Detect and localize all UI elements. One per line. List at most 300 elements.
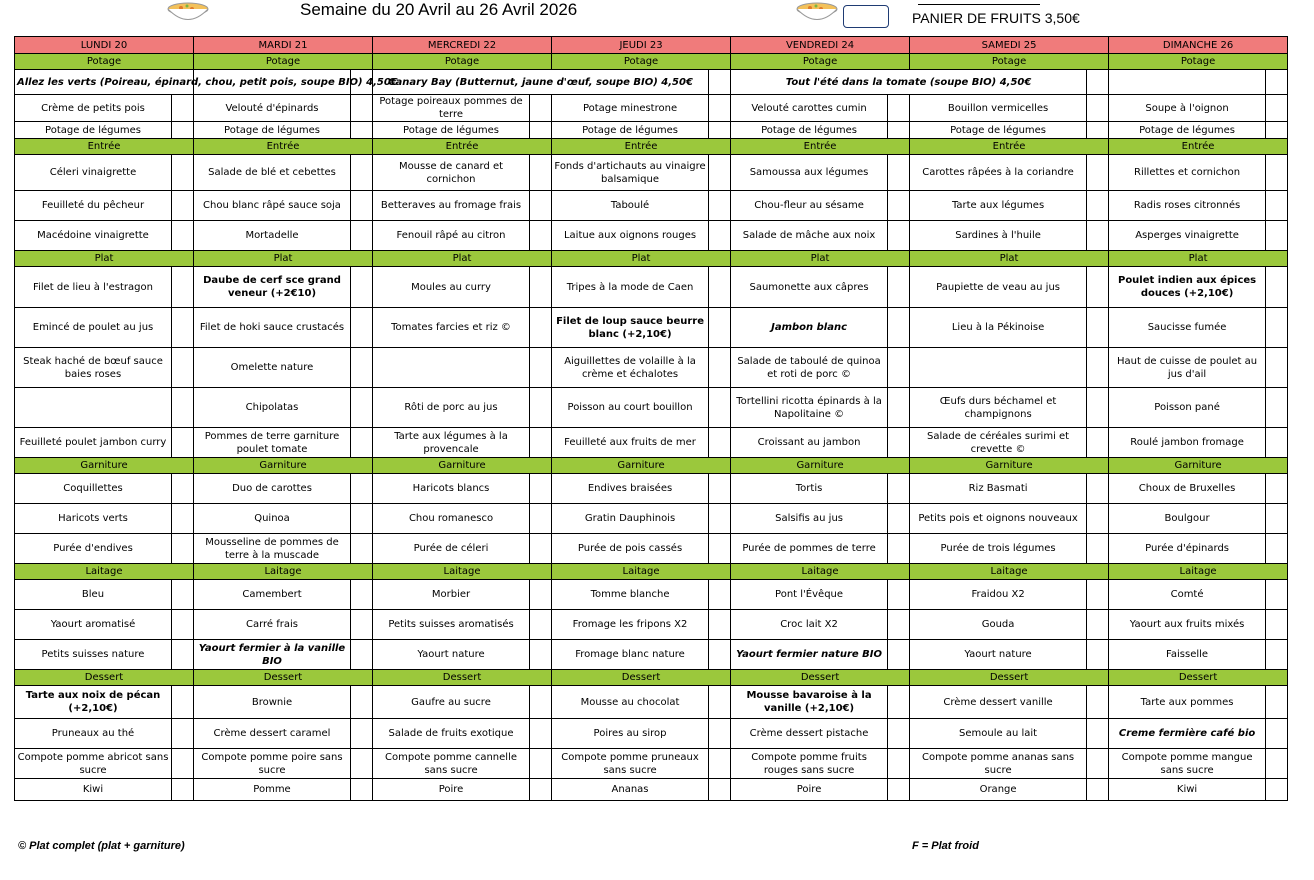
marker-cell (1266, 267, 1288, 308)
day-header: MARDI 21 (194, 37, 373, 54)
menu-row (15, 779, 1288, 801)
marker-cell (888, 580, 910, 610)
marker-cell (172, 155, 194, 191)
menu-item: Petits suisses nature (15, 640, 172, 670)
marker-cell (1266, 348, 1288, 388)
marker-cell (172, 221, 194, 251)
marker-cell (172, 610, 194, 640)
section-header-row (15, 458, 1288, 474)
marker-cell (1266, 749, 1288, 779)
menu-item: Pont l'Évêque (731, 580, 888, 610)
menu-item: Endives braisées (552, 474, 709, 504)
menu-item: Poulet indien aux épices douces (+2,10€) (1109, 267, 1266, 308)
menu-row (15, 474, 1288, 504)
marker-cell (1266, 534, 1288, 564)
marker-cell (530, 221, 552, 251)
menu-item: Feuilleté du pêcheur (15, 191, 172, 221)
menu-item: Mousse au chocolat (552, 686, 709, 719)
marker-cell (1087, 348, 1109, 388)
marker-cell (709, 610, 731, 640)
menu-item: Fraidou X2 (910, 580, 1087, 610)
marker-cell (1087, 640, 1109, 670)
menu-item: Purée d'épinards (1109, 534, 1266, 564)
marker-cell (888, 474, 910, 504)
menu-item: Taboulé (552, 191, 709, 221)
menu-row (15, 719, 1288, 749)
marker-cell (709, 749, 731, 779)
section-header: Laitage (1109, 564, 1288, 580)
day-header: MERCREDI 22 (373, 37, 552, 54)
empty-cell (1109, 70, 1266, 95)
menu-row (15, 640, 1288, 670)
marker-cell (172, 348, 194, 388)
menu-item: Radis roses citronnés (1109, 191, 1266, 221)
section-header: Potage (1109, 54, 1288, 70)
marker-cell (709, 474, 731, 504)
menu-item: Choux de Bruxelles (1109, 474, 1266, 504)
section-header: Dessert (910, 670, 1109, 686)
menu-item: Yaourt fermier à la vanille BIO (194, 640, 351, 670)
menu-item: Filet de hoki sauce crustacés (194, 308, 351, 348)
menu-item: Purée d'endives (15, 534, 172, 564)
menu-item: Salade de mâche aux noix (731, 221, 888, 251)
soup-special-row (15, 70, 1288, 95)
marker-cell (709, 580, 731, 610)
section-header: Plat (1109, 251, 1288, 267)
marker-cell (530, 640, 552, 670)
menu-row (15, 428, 1288, 458)
marker-cell (530, 504, 552, 534)
section-header: Laitage (15, 564, 194, 580)
marker-cell (351, 534, 373, 564)
menu-item: Crème dessert vanille (910, 686, 1087, 719)
section-header: Garniture (373, 458, 552, 474)
marker-cell (709, 534, 731, 564)
marker-cell (888, 749, 910, 779)
marker-cell (530, 428, 552, 458)
section-header: Garniture (910, 458, 1109, 474)
marker-cell (1087, 686, 1109, 719)
section-header: Entrée (552, 139, 731, 155)
menu-item: Crème de petits pois (15, 95, 172, 122)
section-header: Entrée (373, 139, 552, 155)
menu-item: Salade de fruits exotique (373, 719, 530, 749)
marker-cell (351, 640, 373, 670)
menu-item: Duo de carottes (194, 474, 351, 504)
menu-item: Compote pomme cannelle sans sucre (373, 749, 530, 779)
menu-item: Roulé jambon fromage (1109, 428, 1266, 458)
menu-item: Tomme blanche (552, 580, 709, 610)
marker-cell (351, 191, 373, 221)
section-header: Potage (552, 54, 731, 70)
section-header: Dessert (373, 670, 552, 686)
menu-item: Betteraves au fromage frais (373, 191, 530, 221)
section-header: Dessert (731, 670, 910, 686)
marker-cell (172, 122, 194, 139)
marker-cell (1087, 388, 1109, 428)
marker-cell (1266, 155, 1288, 191)
marker-cell (1266, 308, 1288, 348)
menu-item: Yaourt fermier nature BIO (731, 640, 888, 670)
marker-cell (709, 428, 731, 458)
marker-cell (351, 779, 373, 801)
marker-cell (1087, 474, 1109, 504)
soup-special: Allez les verts (Poireau, épinard, chou, petit pois, soupe BIO) 4,50€ (15, 70, 194, 95)
marker-cell (351, 95, 373, 122)
marker-cell (888, 686, 910, 719)
menu-item: Quinoa (194, 504, 351, 534)
menu-item: Compote pomme fruits rouges sans sucre (731, 749, 888, 779)
marker-cell (172, 428, 194, 458)
menu-row (15, 686, 1288, 719)
page-title: Semaine du 20 Avril au 26 Avril 2026 (300, 0, 578, 19)
section-header-row (15, 564, 1288, 580)
menu-item: Haut de cuisse de poulet au jus d'ail (1109, 348, 1266, 388)
menu-item: Boulgour (1109, 504, 1266, 534)
menu-item: Croc lait X2 (731, 610, 888, 640)
marker-cell (709, 504, 731, 534)
menu-item: Velouté d'épinards (194, 95, 351, 122)
menu-item: Fenouil râpé au citron (373, 221, 530, 251)
soup-bowl-icon (166, 0, 210, 26)
marker-cell (1266, 640, 1288, 670)
section-header-row (15, 54, 1288, 70)
menu-item: Orange (910, 779, 1087, 801)
menu-item: Camembert (194, 580, 351, 610)
decorative-box (843, 5, 889, 28)
menu-item: Fonds d'artichauts au vinaigre balsamique (552, 155, 709, 191)
menu-item: Gratin Dauphinois (552, 504, 709, 534)
marker-cell (888, 95, 910, 122)
menu-row (15, 348, 1288, 388)
menu-row (15, 534, 1288, 564)
marker-cell (888, 719, 910, 749)
menu-item: Potage minestrone (552, 95, 709, 122)
section-header: Potage (910, 54, 1109, 70)
marker-cell (530, 779, 552, 801)
menu-item: Feuilleté poulet jambon curry (15, 428, 172, 458)
menu-item: Pruneaux au thé (15, 719, 172, 749)
marker-cell (530, 308, 552, 348)
menu-item: Crème dessert caramel (194, 719, 351, 749)
marker-cell (172, 779, 194, 801)
marker-cell (888, 640, 910, 670)
menu-item: Salade de blé et cebettes (194, 155, 351, 191)
menu-item: Bouillon vermicelles (910, 95, 1087, 122)
marker-cell (530, 474, 552, 504)
empty-cell (1266, 70, 1288, 95)
soup-bowl-icon (795, 0, 839, 26)
marker-cell (172, 504, 194, 534)
menu-item: Gouda (910, 610, 1087, 640)
marker-cell (888, 428, 910, 458)
section-header: Plat (910, 251, 1109, 267)
section-header: Dessert (1109, 670, 1288, 686)
menu-item: Velouté carottes cumin (731, 95, 888, 122)
marker-cell (888, 122, 910, 139)
menu-item: Kiwi (15, 779, 172, 801)
marker-cell (172, 267, 194, 308)
menu-item: Mortadelle (194, 221, 351, 251)
marker-cell (888, 610, 910, 640)
menu-item: Crème dessert pistache (731, 719, 888, 749)
menu-item: Haricots verts (15, 504, 172, 534)
section-header: Potage (194, 54, 373, 70)
menu-item: Filet de lieu à l'estragon (15, 267, 172, 308)
marker-cell (172, 580, 194, 610)
soup-special: Tout l'été dans la tomate (soupe BIO) 4,50€ (731, 70, 1087, 95)
menu-row (15, 388, 1288, 428)
marker-cell (888, 308, 910, 348)
marker-cell (351, 388, 373, 428)
marker-cell (888, 388, 910, 428)
menu-item: Salade de céréales surimi et crevette © (910, 428, 1087, 458)
menu-item: Croissant au jambon (731, 428, 888, 458)
marker-cell (351, 428, 373, 458)
marker-cell (351, 474, 373, 504)
section-header: Plat (15, 251, 194, 267)
menu-item: Tortellini ricotta épinards à la Napolitaine © (731, 388, 888, 428)
marker-cell (1266, 474, 1288, 504)
section-header: Dessert (194, 670, 373, 686)
menu-item: Bleu (15, 580, 172, 610)
menu-item: Tomates farcies et riz © (373, 308, 530, 348)
marker-cell (709, 221, 731, 251)
menu-item: Asperges vinaigrette (1109, 221, 1266, 251)
menu-item: Potage de légumes (15, 122, 172, 139)
marker-cell (1087, 267, 1109, 308)
menu-item: Céleri vinaigrette (15, 155, 172, 191)
menu-item: Mousseline de pommes de terre à la muscade (194, 534, 351, 564)
marker-cell (709, 388, 731, 428)
menu-row (15, 221, 1288, 251)
weekly-menu-table (14, 36, 1288, 801)
menu-item: Compote pomme ananas sans sucre (910, 749, 1087, 779)
marker-cell (351, 221, 373, 251)
menu-item: Semoule au lait (910, 719, 1087, 749)
section-header: Garniture (552, 458, 731, 474)
marker-cell (1266, 95, 1288, 122)
menu-item: Tarte aux légumes (910, 191, 1087, 221)
soup-special: Canary Bay (Butternut, jaune d'œuf, soupe BIO) 4,50€ (373, 70, 709, 95)
marker-cell (1266, 719, 1288, 749)
menu-item: Saumonette aux câpres (731, 267, 888, 308)
menu-item: Tarte aux pommes (1109, 686, 1266, 719)
day-header: VENDREDI 24 (731, 37, 910, 54)
menu-item: Potage poireaux pommes de terre (373, 95, 530, 122)
section-header: Entrée (1109, 139, 1288, 155)
menu-item: Chipolatas (194, 388, 351, 428)
marker-cell (1266, 580, 1288, 610)
marker-cell (709, 267, 731, 308)
menu-row (15, 191, 1288, 221)
menu-item: Omelette nature (194, 348, 351, 388)
day-header: SAMEDI 25 (910, 37, 1109, 54)
menu-item: Rôti de porc au jus (373, 388, 530, 428)
menu-item: Pomme (194, 779, 351, 801)
marker-cell (351, 308, 373, 348)
marker-cell (530, 534, 552, 564)
section-header: Entrée (15, 139, 194, 155)
section-header: Entrée (731, 139, 910, 155)
menu-item: Tripes à la mode de Caen (552, 267, 709, 308)
legend-plat-froid: F = Plat froid (912, 840, 979, 852)
marker-cell (1087, 580, 1109, 610)
menu-row (15, 267, 1288, 308)
menu-item: Haricots blancs (373, 474, 530, 504)
menu-item: Potage de légumes (552, 122, 709, 139)
menu-item: Brownie (194, 686, 351, 719)
section-header: Plat (373, 251, 552, 267)
marker-cell (351, 686, 373, 719)
menu-item: Petits pois et oignons nouveaux (910, 504, 1087, 534)
marker-cell (709, 191, 731, 221)
marker-cell (1266, 191, 1288, 221)
menu-item: Faisselle (1109, 640, 1266, 670)
section-header: Plat (194, 251, 373, 267)
marker-cell (351, 348, 373, 388)
section-header: Laitage (910, 564, 1109, 580)
marker-cell (172, 474, 194, 504)
menu-item: Kiwi (1109, 779, 1266, 801)
menu-item: Compote pomme pruneaux sans sucre (552, 749, 709, 779)
section-header: Garniture (15, 458, 194, 474)
marker-cell (1087, 610, 1109, 640)
marker-cell (1087, 95, 1109, 122)
marker-cell (530, 348, 552, 388)
menu-row (15, 155, 1288, 191)
menu-item: Mousse de canard et cornichon (373, 155, 530, 191)
menu-item: Purée de trois légumes (910, 534, 1087, 564)
marker-cell (888, 221, 910, 251)
menu-item: Lieu à la Pékinoise (910, 308, 1087, 348)
menu-item: Aiguillettes de volaille à la crème et échalotes (552, 348, 709, 388)
menu-item: Feuilleté aux fruits de mer (552, 428, 709, 458)
menu-item: Salsifis au jus (731, 504, 888, 534)
marker-cell (1087, 534, 1109, 564)
fruit-basket-price: PANIER DE FRUITS 3,50€ (912, 10, 1080, 26)
marker-cell (351, 610, 373, 640)
marker-cell (530, 610, 552, 640)
section-header: Potage (373, 54, 552, 70)
day-header-row (15, 37, 1288, 54)
marker-cell (888, 155, 910, 191)
marker-cell (709, 308, 731, 348)
menu-item: Chou romanesco (373, 504, 530, 534)
menu-item: Laitue aux oignons rouges (552, 221, 709, 251)
section-header: Garniture (194, 458, 373, 474)
section-header-row (15, 670, 1288, 686)
menu-item: Filet de loup sauce beurre blanc (+2,10€) (552, 308, 709, 348)
marker-cell (1087, 428, 1109, 458)
menu-item: Gaufre au sucre (373, 686, 530, 719)
menu-item: Poisson pané (1109, 388, 1266, 428)
menu-item: Compote pomme poire sans sucre (194, 749, 351, 779)
marker-cell (888, 779, 910, 801)
empty-cell (709, 70, 731, 95)
menu-item: Morbier (373, 580, 530, 610)
marker-cell (351, 719, 373, 749)
menu-item: Tortis (731, 474, 888, 504)
menu-item: Carré frais (194, 610, 351, 640)
menu-item: Potage de légumes (373, 122, 530, 139)
menu-item: Steak haché de bœuf sauce baies roses (15, 348, 172, 388)
marker-cell (888, 504, 910, 534)
marker-cell (530, 719, 552, 749)
menu-item: Petits suisses aromatisés (373, 610, 530, 640)
menu-item: Jambon blanc (731, 308, 888, 348)
menu-item: Yaourt nature (910, 640, 1087, 670)
marker-cell (530, 155, 552, 191)
marker-cell (172, 640, 194, 670)
marker-cell (1266, 504, 1288, 534)
menu-item: Ananas (552, 779, 709, 801)
marker-cell (351, 504, 373, 534)
menu-item: Compote pomme abricot sans sucre (15, 749, 172, 779)
marker-cell (351, 122, 373, 139)
section-header: Laitage (552, 564, 731, 580)
marker-cell (1266, 686, 1288, 719)
menu-item: Purée de céleri (373, 534, 530, 564)
menu-row (15, 580, 1288, 610)
marker-cell (1266, 428, 1288, 458)
menu-row (15, 504, 1288, 534)
marker-cell (530, 580, 552, 610)
menu-item: Sardines à l'huile (910, 221, 1087, 251)
section-header: Entrée (194, 139, 373, 155)
marker-cell (1087, 504, 1109, 534)
section-header: Laitage (731, 564, 910, 580)
menu-item: Creme fermière café bio (1109, 719, 1266, 749)
menu-item: Yaourt nature (373, 640, 530, 670)
menu-item: Poire (373, 779, 530, 801)
menu-row (15, 122, 1288, 139)
marker-cell (709, 719, 731, 749)
marker-cell (1266, 122, 1288, 139)
menu-item: Mousse bavaroise à la vanille (+2,10€) (731, 686, 888, 719)
section-header: Potage (731, 54, 910, 70)
menu-row (15, 308, 1288, 348)
section-header: Entrée (910, 139, 1109, 155)
marker-cell (709, 348, 731, 388)
marker-cell (1087, 221, 1109, 251)
marker-cell (172, 534, 194, 564)
day-header: JEUDI 23 (552, 37, 731, 54)
menu-item: Pommes de terre garniture poulet tomate (194, 428, 351, 458)
menu-item: Soupe à l'oignon (1109, 95, 1266, 122)
marker-cell (172, 686, 194, 719)
marker-cell (1087, 191, 1109, 221)
marker-cell (888, 267, 910, 308)
marker-cell (1266, 221, 1288, 251)
menu-item: Potage de légumes (1109, 122, 1266, 139)
marker-cell (888, 191, 910, 221)
day-header: DIMANCHE 26 (1109, 37, 1288, 54)
section-header: Dessert (552, 670, 731, 686)
marker-cell (1087, 749, 1109, 779)
marker-cell (351, 580, 373, 610)
marker-cell (172, 749, 194, 779)
marker-cell (351, 155, 373, 191)
section-header: Garniture (731, 458, 910, 474)
menu-item: Poisson au court bouillon (552, 388, 709, 428)
marker-cell (1266, 610, 1288, 640)
marker-cell (1087, 779, 1109, 801)
menu-item: Coquillettes (15, 474, 172, 504)
marker-cell (1266, 388, 1288, 428)
menu-item: Macédoine vinaigrette (15, 221, 172, 251)
menu-item: Compote pomme mangue sans sucre (1109, 749, 1266, 779)
